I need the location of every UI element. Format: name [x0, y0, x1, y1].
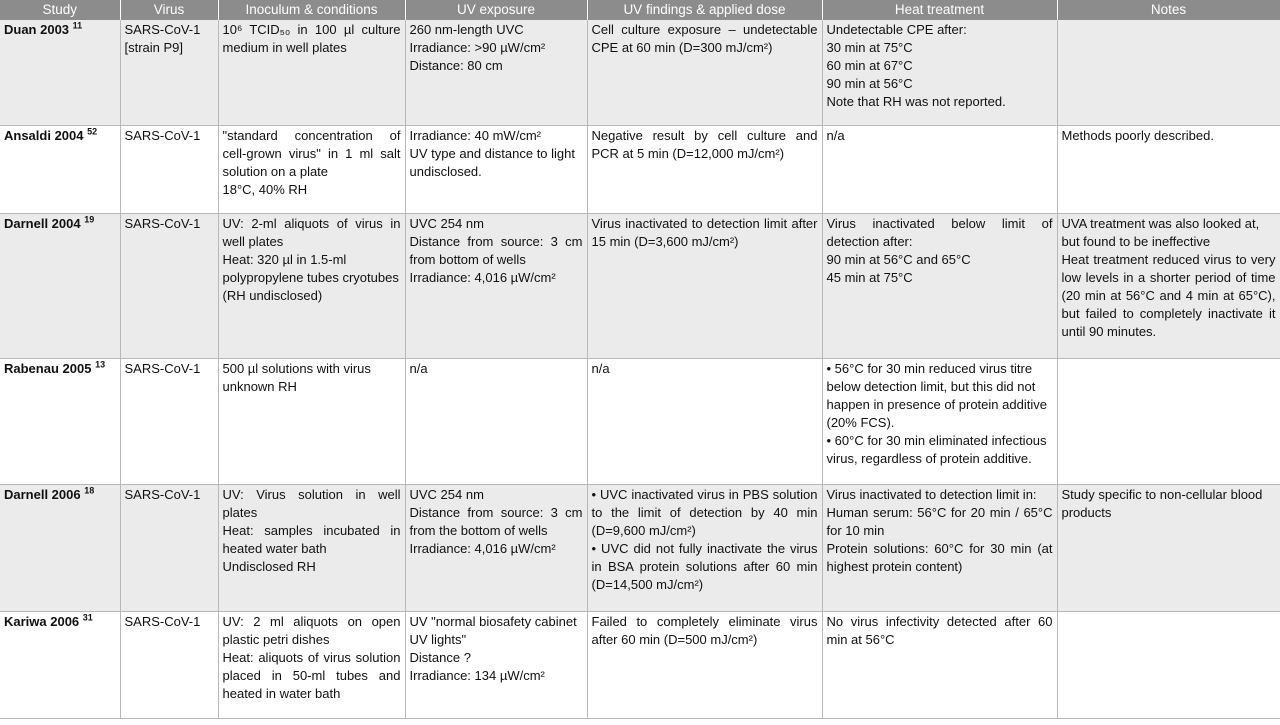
study-cell — [0, 611, 120, 718]
header-virus: Virus — [120, 0, 218, 20]
heat-line: 90 min at 56°C and 65°C — [826, 251, 971, 267]
table-row — [0, 484, 1280, 611]
heat-line: 60 min at 67°C — [826, 58, 913, 73]
table-row — [0, 213, 1280, 358]
study-name: Darnell 2004 — [4, 215, 81, 231]
reference-number: 11 — [72, 20, 83, 31]
study-name: Rabenau 2005 — [4, 360, 92, 376]
uv-findings-cell: Cell culture exposure – undetectable CPE at 60 min (D=300 mJ/cm²) — [587, 20, 822, 125]
uv-exposure-line: Irradiance: 40 mW/cm² — [409, 127, 541, 143]
heat-line: • 56°C for 30 min reduced virus titre below detection limit, but this did not happen in presence of protein additive (20% FCS). — [826, 360, 1047, 430]
notes-cell — [1057, 213, 1280, 358]
uv-exposure-line: Distance: 80 cm — [409, 58, 503, 73]
study-name: Kariwa 2006 — [4, 613, 80, 629]
notes-line: UVA treatment was also looked at, but found to be ineffective — [1061, 215, 1260, 249]
inoculum-line: UV: 2-ml aliquots of virus in well plates — [222, 215, 401, 249]
table-row — [0, 611, 1280, 718]
inoculum-line: Undisclosed RH — [222, 558, 316, 574]
virus-cell: SARS-CoV-1 — [120, 611, 218, 718]
header-notes: Notes — [1057, 0, 1280, 20]
uv-exposure-line: Irradiance: 4,016 µW/cm² — [409, 540, 556, 556]
heat-line: 90 min at 56°C — [826, 76, 913, 91]
uv-exposure-cell — [405, 125, 587, 213]
heat-treatment-cell: n/a — [822, 125, 1057, 213]
heat-line: Human serum: 56°C for 20 min / 65°C for 10 min — [826, 504, 1053, 538]
table-row — [0, 358, 1280, 484]
study-cell — [0, 20, 120, 125]
uv-exposure-cell — [405, 484, 587, 611]
uv-exposure-line: UV "normal biosafety cabinet UV lights" — [409, 613, 577, 647]
uv-exposure-line: UVC 254 nm — [409, 486, 484, 502]
header-heat-treatment: Heat treatment — [822, 0, 1057, 20]
heat-treatment-cell — [822, 358, 1057, 484]
inoculum-cell — [218, 611, 405, 718]
heat-line: Virus inactivated to detection limit in: — [826, 486, 1037, 502]
inoculum-line: Heat: samples incubated in heated water bath — [222, 522, 401, 556]
heat-line: Virus inactivated below limit of detection after: — [826, 215, 1053, 249]
inoculum-line: 18°C, 40% RH — [222, 181, 308, 197]
notes-cell: Study specific to non-cellular blood products — [1057, 484, 1280, 611]
heat-line: Protein solutions: 60°C for 30 min (at highest protein content) — [826, 540, 1053, 574]
study-cell — [0, 358, 120, 484]
uv-exposure-line: Distance from source: 3 cm from bottom of wells — [409, 233, 583, 267]
uv-exposure-line: Irradiance: 4,016 µW/cm² — [409, 269, 556, 285]
header-inoculum: Inoculum & conditions — [218, 0, 405, 20]
inoculum-cell — [218, 213, 405, 358]
reference-number: 19 — [84, 214, 95, 225]
inoculum-line: 500 µl solutions with virus — [222, 360, 371, 376]
study-name: Duan 2003 — [4, 22, 70, 37]
header-study: Study — [0, 0, 120, 20]
heat-treatment-cell — [822, 213, 1057, 358]
heat-line: Undetectable CPE after: — [826, 22, 967, 37]
uv-exposure-line: UVC 254 nm — [409, 215, 484, 231]
uv-exposure-line: Distance ? — [409, 649, 471, 665]
inoculum-line: Heat: 320 µl in 1.5-ml polypropylene tubes cryotubes (RH undisclosed) — [222, 251, 399, 303]
uv-findings-line: • UVC did not fully inactivate the virus in BSA protein solutions after 60 min (D=14,500 mJ/cm²) — [591, 540, 818, 592]
uv-exposure-cell: n/a — [405, 358, 587, 484]
table-row — [0, 20, 1280, 125]
heat-line: • 60°C for 30 min eliminated infectious virus, regardless of protein additive. — [826, 432, 1047, 466]
heat-treatment-cell — [822, 484, 1057, 611]
uv-exposure-line: 260 nm-length UVC — [409, 22, 524, 37]
inoculum-line: UV: Virus solution in well plates — [222, 486, 401, 520]
reference-number: 13 — [95, 359, 106, 370]
virus-cell: SARS-CoV-1 — [120, 484, 218, 611]
study-name: Darnell 2006 — [4, 486, 81, 502]
study-cell — [0, 484, 120, 611]
uv-exposure-cell — [405, 611, 587, 718]
inoculum-cell: 10⁶ TCID₅₀ in 100 µl culture medium in well plates — [218, 20, 405, 125]
study-name: Ansaldi 2004 — [4, 127, 84, 143]
uv-exposure-line: Irradiance: >90 µW/cm² — [409, 40, 546, 55]
uv-findings-cell: Virus inactivated to detection limit after 15 min (D=3,600 mJ/cm²) — [587, 213, 822, 358]
uv-findings-cell: Failed to completely eliminate virus after 60 min (D=500 mJ/cm²) — [587, 611, 822, 718]
heat-treatment-cell — [822, 20, 1057, 125]
virus-cell: SARS-CoV-1 — [120, 213, 218, 358]
study-cell — [0, 213, 120, 358]
inoculum-line: "standard concentration of cell-grown virus" in 1 ml salt solution on a plate — [222, 127, 401, 179]
heat-line: 30 min at 75°C — [826, 40, 913, 55]
uv-findings-cell — [587, 484, 822, 611]
header-uv-findings: UV findings & applied dose — [587, 0, 822, 20]
uv-exposure-line: Irradiance: 134 µW/cm² — [409, 667, 545, 683]
notes-cell — [1057, 20, 1280, 125]
notes-line: Heat treatment reduced virus to very low levels in a shorter period of time (20 min at 56°C and 4 min at 65°C), but failed to completely inactivate it until 90 minutes. — [1061, 251, 1276, 339]
reference-number: 52 — [87, 126, 98, 137]
inoculum-cell — [218, 484, 405, 611]
uv-findings-cell: n/a — [587, 358, 822, 484]
uv-exposure-line: UV type and distance to light undisclosed. — [409, 145, 575, 179]
heat-line: 45 min at 75°C — [826, 269, 913, 285]
inoculum-line: UV: 2 ml aliquots on open plastic petri dishes — [222, 613, 401, 647]
reference-number: 18 — [84, 485, 95, 496]
heat-line: Note that RH was not reported. — [826, 94, 1006, 109]
header-uv-exposure: UV exposure — [405, 0, 587, 20]
virus-cell: SARS-CoV-1 — [120, 125, 218, 213]
table-row — [0, 125, 1280, 213]
inoculum-line: unknown RH — [222, 378, 297, 394]
heat-treatment-cell: No virus infectivity detected after 60 min at 56°C — [822, 611, 1057, 718]
reference-number: 31 — [82, 612, 93, 623]
virus-cell: SARS-CoV-1 [strain P9] — [120, 20, 218, 125]
uv-exposure-cell — [405, 213, 587, 358]
virus-cell: SARS-CoV-1 — [120, 358, 218, 484]
notes-cell — [1057, 358, 1280, 484]
inoculum-cell — [218, 358, 405, 484]
uv-findings-line: • UVC inactivated virus in PBS solution to the limit of detection by 40 min (D=9,600 mJ/cm²) — [591, 486, 818, 538]
notes-cell — [1057, 611, 1280, 718]
header-row — [0, 0, 1280, 20]
inoculum-cell — [218, 125, 405, 213]
uv-exposure-line: Distance from source: 3 cm from the bottom of wells — [409, 504, 583, 538]
study-cell — [0, 125, 120, 213]
uv-findings-cell: Negative result by cell culture and PCR at 5 min (D=12,000 mJ/cm²) — [587, 125, 822, 213]
notes-cell: Methods poorly described. — [1057, 125, 1280, 213]
uv-exposure-cell — [405, 20, 587, 125]
inoculum-line: Heat: aliquots of virus solution placed in 50-ml tubes and heated in water bath — [222, 649, 401, 701]
